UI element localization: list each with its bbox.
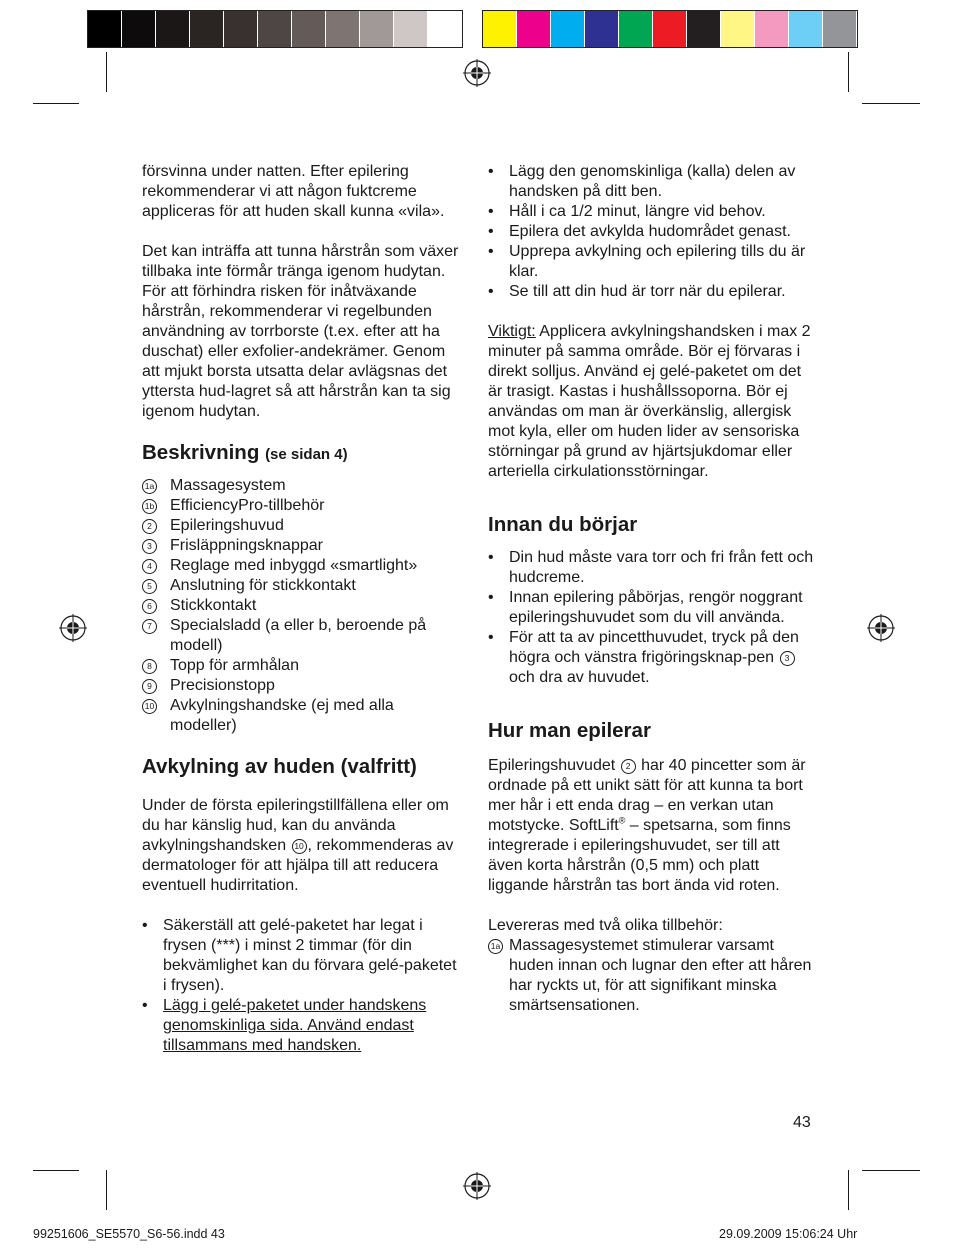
accessories-intro: Levereras med två olika tillbehör:: [488, 917, 723, 934]
crop-mark: [106, 1170, 107, 1210]
description-item: 9 Precisionstopp: [142, 676, 462, 696]
crop-mark: [33, 1170, 79, 1171]
part-number-icon: 10: [292, 839, 307, 854]
part-number-icon: 1a: [488, 939, 503, 954]
crop-mark: [862, 1170, 920, 1171]
grayscale-swatch: [156, 11, 190, 47]
process-swatch: [789, 11, 823, 47]
description-item: 1a Massagesystem: [142, 476, 462, 496]
part-number-icon: 1a: [142, 479, 157, 494]
description-heading: Beskrivning (se sidan 4): [142, 441, 348, 464]
cooling-bullets: [142, 916, 462, 1056]
part-number-icon: 3: [780, 651, 795, 666]
accessories-list: [488, 936, 818, 1016]
left-column: [142, 162, 462, 1056]
page-number: 43: [793, 1114, 811, 1131]
process-swatch: [585, 11, 619, 47]
part-number-icon: 6: [142, 599, 157, 614]
part-number-icon: 8: [142, 659, 157, 674]
process-swatch: [687, 11, 721, 47]
description-item: 8 Topp för armhålan: [142, 656, 462, 676]
grayscale-color-bar: [87, 10, 463, 48]
registration-mark-icon: [463, 1172, 491, 1200]
process-swatch: [483, 11, 517, 47]
part-number-icon: 4: [142, 559, 157, 574]
list-item: • Innan epilering påbörjas, rengör noggrant epileringshuvudet som du vill använda.: [488, 588, 818, 628]
grayscale-swatch: [394, 11, 428, 47]
crop-mark: [106, 52, 107, 92]
grayscale-swatch: [258, 11, 292, 47]
list-item: • Din hud måste vara torr och fri från fett och hudcreme.: [488, 548, 818, 588]
list-item: • Upprepa avkylning och epilering tills du är klar.: [488, 242, 818, 282]
footer-filename: 99251606_SE5570_S6-56.indd 43: [33, 1227, 225, 1241]
important-paragraph: Viktigt: Applicera avkylningshandsken i max 2 minuter på samma område. Bör ej förvaras i direkt solljus. Använd ej gelé-paketet om det är trasigt. Kastas i hushållssoporna. Bör ej användas om man är överkänslig, allergisk mot kyla, eller om huden lider av sensoriska störningar på grund av hjärtsjukdomar eller arteriella cirkulationsstörningar.: [488, 323, 811, 480]
footer-timestamp: 29.09.2009 15:06:24 Uhr: [719, 1227, 858, 1241]
registration-mark-icon: [59, 614, 87, 642]
cooling-heading: Avkylning av huden (valfritt): [142, 755, 417, 778]
process-swatch: [551, 11, 585, 47]
ingrown-hair-paragraph: Det kan inträffa att tunna hårstrån som växer tillbaka inte förmår tränga igenom hudytan. För att förhindra risken för inåtväxande hårstrån, rekommenderar vi regelbunden användning av torrborste (t.ex. efter att ha duschat) eller exfolier-andekrämer. Genom att mjukt borsta utsatta delar avlägsnas det yttersta hud-lagret så att hårstrån kan ta sig igenom hudytan.: [142, 243, 459, 420]
how-to-epilate-heading: Hur man epilerar: [488, 719, 651, 742]
part-number-icon: 7: [142, 619, 157, 634]
description-item: 4 Reglage med inbyggd «smartlight»: [142, 556, 462, 576]
list-item: • Lägg den genomskinliga (kalla) delen av handsken på ditt ben.: [488, 162, 818, 202]
description-item: 7 Specialsladd (a eller b, beroende på modell): [142, 616, 462, 656]
crop-mark: [33, 103, 79, 104]
description-item: 3 Frisläppningsknappar: [142, 536, 462, 556]
registration-mark-icon: [463, 59, 491, 87]
part-number-icon: 10: [142, 699, 157, 714]
grayscale-swatch: [428, 11, 462, 47]
list-item: • Epilera det avkylda hudområdet genast.: [488, 222, 818, 242]
before-start-heading: Innan du börjar: [488, 513, 638, 536]
cooling-paragraph: Under de första epileringstillfällena eller om du har känslig hud, kan du använda avkylningshandsken 10 , rekommenderas av dermatologer för att hjälpa till att reducera eventuell hudirritation.: [142, 797, 454, 894]
list-item: • Säkerställ att gelé-paketet har legat i frysen (***) i minst 2 timmar (för din bekvämlighet kan du förvara gelé-paketet i frysen).: [142, 916, 462, 996]
grayscale-swatch: [190, 11, 224, 47]
description-item: 1b EfficiencyPro-tillbehör: [142, 496, 462, 516]
grayscale-swatch: [292, 11, 326, 47]
grayscale-swatch: [326, 11, 360, 47]
registration-mark-icon: [867, 614, 895, 642]
list-item: 1a Massagesystemet stimulerar varsamt huden innan och lugnar den efter att håren har ryckts ut, för att signifikant minska smärtsensationen.: [488, 936, 818, 1016]
epilation-head-paragraph: Epileringshuvudet 2 har 40 pincetter som är ordnade på ett unikt sätt för att kunna ta bort mer hår i ett enda drag – en verkan utan motstycke. SoftLift® – spetsarna, som finns integrerade i epileringshuvudet, ser till att även korta hårstrån (0,5 mm) och platt liggande hårstrån tas bort ända vid roten.: [488, 757, 806, 894]
cooling-steps-list: [488, 162, 818, 302]
list-item: • Lägg i gelé-paketet under handskens genomskinliga sida. Använd endast tillsammans med handsken.: [142, 996, 462, 1056]
part-number-icon: 5: [142, 579, 157, 594]
process-swatch: [823, 11, 857, 47]
list-item: • För att ta av pincetthuvudet, tryck på den högra och vänstra frigöringsknap-pen 3 och dra av huvudet.: [488, 628, 818, 688]
process-swatch: [517, 11, 551, 47]
part-number-icon: 1b: [142, 499, 157, 514]
right-column: [488, 162, 818, 1016]
list-item: • Se till att din hud är torr när du epilerar.: [488, 282, 818, 302]
part-number-icon: 3: [142, 539, 157, 554]
crop-mark: [862, 103, 920, 104]
description-item: 6 Stickkontakt: [142, 596, 462, 616]
list-item: • Håll i ca 1/2 minut, längre vid behov.: [488, 202, 818, 222]
grayscale-swatch: [360, 11, 394, 47]
crop-mark: [848, 52, 849, 92]
part-number-icon: 2: [142, 519, 157, 534]
before-start-list: [488, 548, 818, 688]
aftercare-paragraph: försvinna under natten. Efter epilering rekommenderar vi att någon fuktcreme appliceras för att huden skall kunna «vila».: [142, 163, 445, 220]
description-item: 10 Avkylningshandske (ej med alla modeller): [142, 696, 462, 736]
process-swatch: [653, 11, 687, 47]
process-swatch: [721, 11, 755, 47]
part-number-icon: 9: [142, 679, 157, 694]
crop-mark: [848, 1170, 849, 1210]
description-item: 5 Anslutning för stickkontakt: [142, 576, 462, 596]
part-number-icon: 2: [621, 759, 636, 774]
grayscale-swatch: [88, 11, 122, 47]
description-item: 2 Epileringshuvud: [142, 516, 462, 536]
process-color-bar: [482, 10, 858, 48]
grayscale-swatch: [224, 11, 258, 47]
description-list: [142, 476, 462, 736]
process-swatch: [755, 11, 789, 47]
process-swatch: [619, 11, 653, 47]
grayscale-swatch: [122, 11, 156, 47]
